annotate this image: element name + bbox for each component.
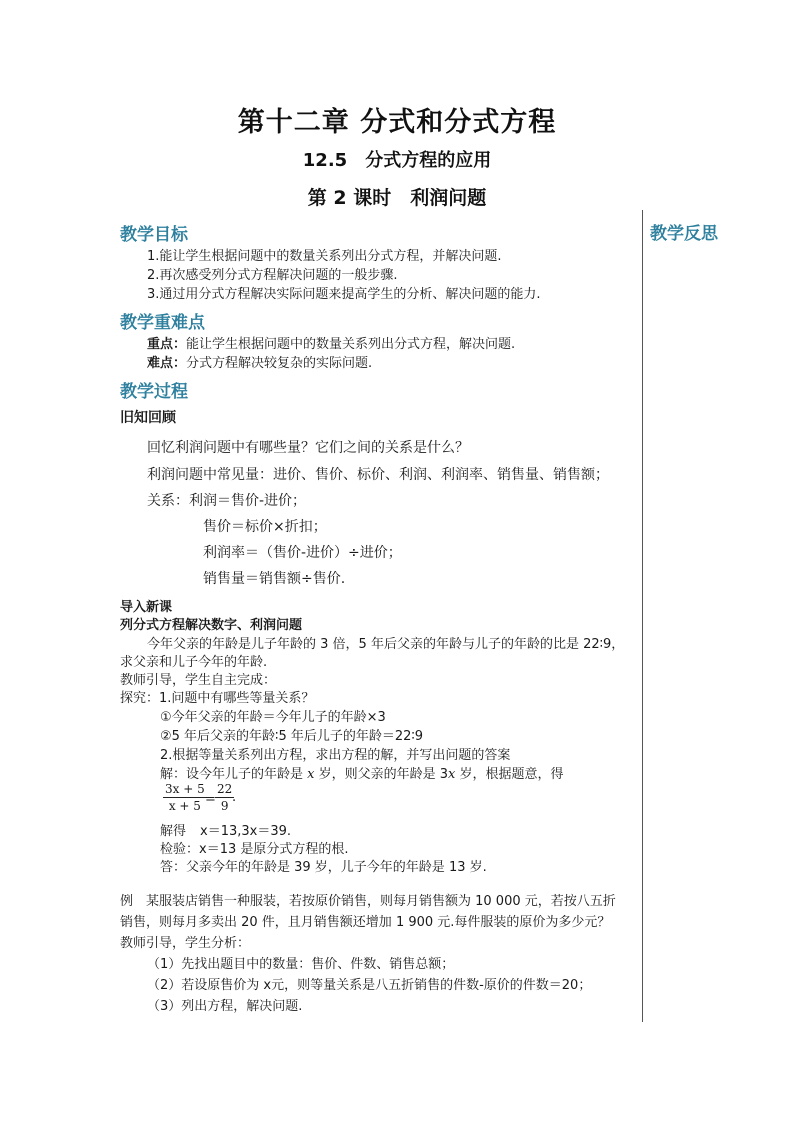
objectives-heading: 教学目标 — [120, 225, 188, 245]
objective-item: 2.再次感受列分式方程解决问题的一般步骤. — [147, 268, 398, 283]
reflection-heading: 教学反思 — [650, 224, 718, 244]
example-line: 例 某服装店销售一种服装，若按原价销售，则每月销售额为 10 000 元，若按八五折 — [120, 894, 616, 909]
fraction-left — [163, 782, 207, 813]
fraction-equals: = — [205, 792, 216, 807]
review-line: 回忆利润问题中有哪些量？它们之间的关系是什么？ — [147, 440, 469, 456]
review-line: 关系：利润＝售价-进价； — [147, 493, 307, 509]
review-heading: 旧知回顾 — [120, 410, 176, 426]
guide-line: 教师引导，学生自主完成： — [120, 673, 277, 688]
focus-label: 重点： — [147, 337, 187, 352]
review-line: 销售量＝销售额÷售价. — [203, 571, 346, 587]
key-points-heading: 教学重难点 — [120, 313, 205, 333]
focus-line — [147, 333, 515, 352]
analysis-item: （1）先找出题目中的数量：售价、件数、销售总额； — [147, 957, 455, 972]
review-line: 售价＝标价×折扣； — [203, 519, 327, 535]
difficulty-line — [147, 352, 372, 371]
lesson-title: 第 2 课时 利润问题 — [307, 187, 487, 209]
difficulty-text: 分式方程解决较复杂的实际问题. — [186, 356, 373, 371]
answer-line: 答：父亲今年的年龄是 39 岁，儿子今年的年龄是 13 岁. — [160, 860, 487, 875]
focus-text: 能让学生根据问题中的数量关系列出分式方程，解决问题. — [186, 337, 516, 352]
equation-relation: ①今年父亲的年龄＝今年儿子的年龄×3 — [160, 710, 386, 725]
fraction-right-numerator: 22 — [217, 782, 233, 796]
chapter-title: 第十二章 分式和分式方程 — [237, 107, 557, 138]
explore-line: 探究：1.问题中有哪些等量关系？ — [120, 691, 315, 706]
column-divider — [642, 210, 643, 1022]
fraction-left-numerator: 3x + 5 — [165, 782, 205, 796]
solve-result: x＝13,3x＝39. — [200, 824, 292, 839]
check-line: 检验：x＝13 是原分式方程的根. — [160, 842, 349, 857]
fraction-left-denominator: x + 5 — [168, 799, 201, 813]
problem-line: 今年父亲的年龄是儿子年龄的 3 倍，5 年后父亲的年龄与儿子的年龄的比是 22∶9， — [147, 637, 625, 652]
example-line: 销售，则每月多卖出 20 件，且月销售额还增加 1 900 元.每件服装的原价为多少元？ — [120, 915, 611, 930]
solve-line — [160, 820, 291, 839]
section-title: 12.5 分式方程的应用 — [302, 150, 492, 171]
objective-item: 3.通过用分式方程解决实际问题来提高学生的分析、解决问题的能力. — [147, 287, 541, 302]
intro-subheading: 列分式方程解决数字、利润问题 — [120, 618, 303, 633]
analysis-item: （2）若设原售价为 x元，则等量关系是八五折销售的件数-原价的件数＝20； — [147, 978, 592, 993]
fraction-right-denominator: 9 — [220, 799, 229, 813]
analysis-item: （3）列出方程，解决问题. — [147, 999, 303, 1014]
solve-label: 解得 — [160, 824, 187, 839]
step-line: 2.根据等量关系列出方程，求出方程的解，并写出问题的答案 — [160, 748, 511, 763]
example-guide: 教师引导，学生分析： — [120, 936, 251, 951]
review-line: 利润率＝（售价-进价）÷进价； — [203, 545, 402, 561]
fraction-period: . — [232, 790, 237, 805]
review-line: 利润问题中常见量：进价、售价、标价、利润、利润率、销售量、销售额； — [147, 467, 609, 483]
solution-line: 解：设今年儿子的年龄是 x 岁，则父亲的年龄是 3x 岁，根据题意，得 — [160, 767, 564, 782]
difficulty-label: 难点： — [147, 356, 187, 371]
process-heading: 教学过程 — [120, 382, 188, 402]
equation-relation: ②5 年后父亲的年龄∶5 年后儿子的年龄＝22∶9 — [160, 729, 424, 744]
objective-item: 1.能让学生根据问题中的数量关系列出分式方程，并解决问题. — [147, 249, 502, 264]
problem-line: 求父亲和儿子今年的年龄. — [120, 655, 268, 670]
intro-heading: 导入新课 — [120, 600, 173, 615]
